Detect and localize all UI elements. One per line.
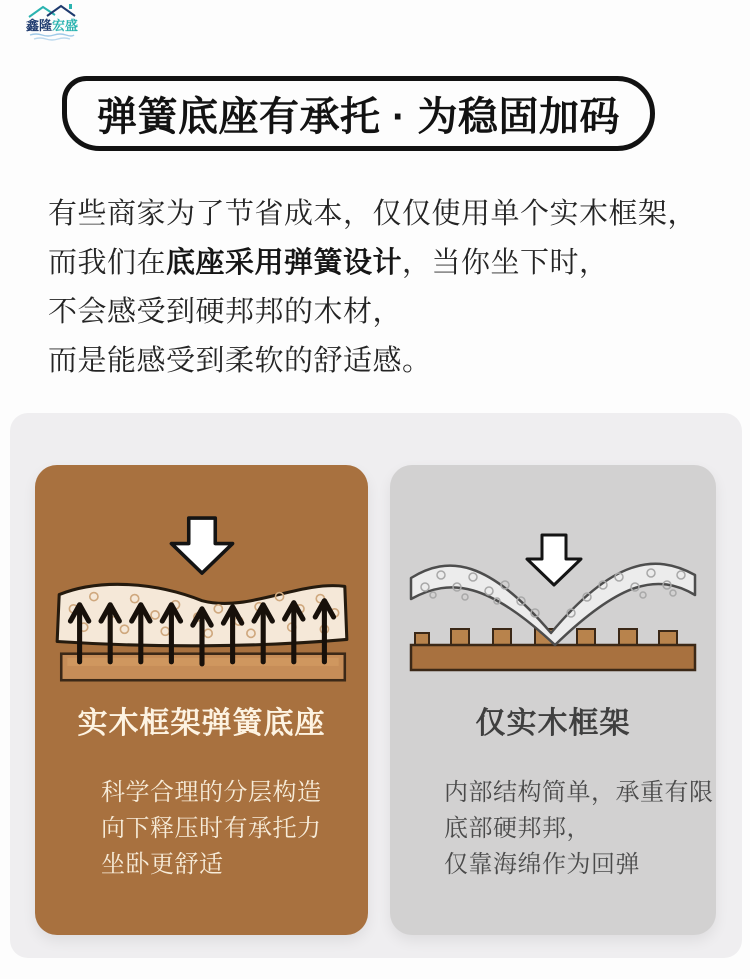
- wood-base-icon: [411, 645, 695, 670]
- wood-frame-illustration: [403, 533, 703, 673]
- page-title: 弹簧底座有承托 · 为稳固加码: [96, 95, 621, 139]
- right-card-body: [444, 775, 714, 883]
- right-card-line-3: 仅靠海绵作为回弹: [444, 851, 640, 878]
- left-card-line-3: 坐卧更舒适: [101, 851, 224, 878]
- intro-paragraph: [48, 198, 718, 394]
- card-wood-frame-only: [390, 465, 716, 935]
- left-card-line-1: 科学合理的分层构造: [101, 779, 322, 806]
- house-roof-icon: [25, 3, 79, 19]
- intro-line-2-pre: 而我们在: [48, 247, 167, 279]
- headline-box: [62, 76, 655, 151]
- intro-line-2-bold: 底座采用弹簧设计: [166, 247, 403, 279]
- up-arrows-icon: [70, 601, 333, 664]
- down-arrow-icon: [527, 535, 581, 585]
- right-card-title: 仅实木框架: [475, 707, 631, 740]
- intro-line-2-post: ，当你坐下时，: [402, 247, 609, 279]
- intro-line-2: [48, 247, 718, 280]
- intro-line-3: 不会感受到硬邦邦的木材，: [48, 296, 403, 328]
- right-card-line-2: 底部硬邦邦，: [444, 815, 591, 842]
- right-card-line-1: 内部结构简单，承重有限: [444, 779, 714, 806]
- left-card-title: 实木框架弹簧底座: [77, 707, 326, 740]
- down-arrow-icon: [171, 518, 232, 573]
- brand-name: [20, 19, 84, 32]
- brand-name-accent: 宏盛: [52, 18, 79, 33]
- left-card-line-2: 向下释压时有承托力: [101, 815, 322, 842]
- intro-line-4: 而是能感受到柔软的舒适感。: [48, 345, 432, 377]
- comparison-panel: [10, 413, 742, 958]
- spring-base-illustration: [49, 515, 355, 683]
- brand-name-primary: 鑫隆: [25, 18, 52, 33]
- water-waves-icon: [28, 33, 76, 42]
- brand-logo: [20, 3, 84, 51]
- left-card-body: [101, 775, 322, 883]
- intro-line-1: 有些商家为了节省成本，仅仅使用单个实木框架，: [48, 198, 698, 230]
- card-spring-base: [35, 465, 368, 935]
